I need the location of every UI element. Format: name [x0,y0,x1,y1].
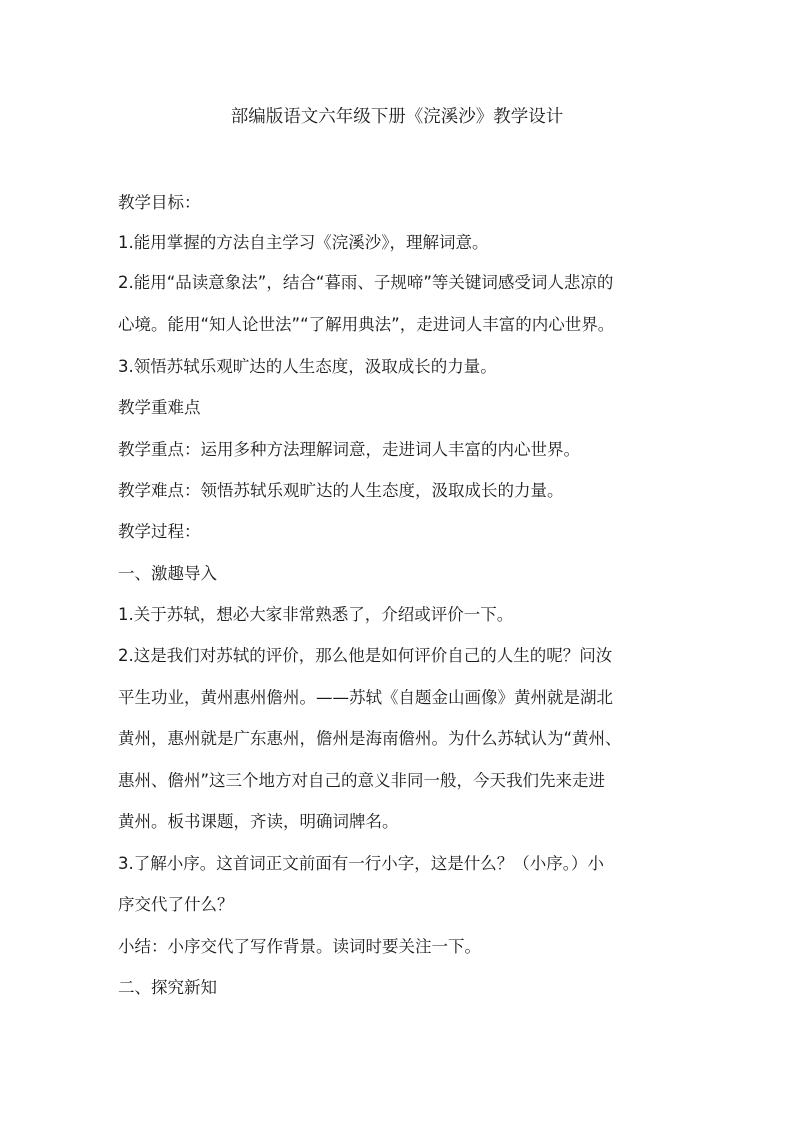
step-heading-intro: 一、激趣导入 [118,564,217,583]
section-heading-objectives: 教学目标： [118,193,201,212]
intro-item-2-line-3: 黄州，惠州就是广东惠州，儋州是海南儋州。为什么苏轼认为“黄州、 [118,729,622,748]
intro-item-3-line-1: 3.了解小序。这首词正文前面有一行小字，这是什么？（小序。）小 [118,854,604,873]
intro-item-1: 1.关于苏轼，想必大家非常熟悉了，介绍或评价一下。 [118,605,514,624]
step-heading-explore: 二、探究新知 [118,978,217,997]
key-point: 教学重点：运用多种方法理解词意，走进词人丰富的内心世界。 [118,440,580,459]
section-heading-key-points: 教学重难点 [118,398,201,417]
intro-summary: 小结：小序交代了写作背景。读词时要关注一下。 [118,937,481,956]
document-title: 部编版语文六年级下册《浣溪沙》教学设计 [230,107,564,127]
objective-2-line-1: 2.能用“品读意象法”，结合“暮雨、子规啼”等关键词感受词人悲凉的 [118,273,614,292]
intro-item-2-line-2: 平生功业，黄州惠州儋州。——苏轼《自题金山画像》黄州就是湖北 [118,688,613,707]
objective-1: 1.能用掌握的方法自主学习《浣溪沙》，理解词意。 [118,233,489,252]
objective-3: 3.领悟苏轼乐观旷达的人生态度，汲取成长的力量。 [118,357,497,376]
intro-item-2-line-4: 惠州、儋州”这三个地方对自己的意义非同一般，今天我们先来走进 [118,771,606,790]
intro-item-2-line-5: 黄州。板书课题，齐读，明确词牌名。 [118,812,399,831]
difficult-point: 教学难点：领悟苏轼乐观旷达的人生态度，汲取成长的力量。 [118,481,564,500]
objective-2-line-2: 心境。能用“知人论世法”“了解用典法”，走进词人丰富的内心世界。 [118,315,615,334]
intro-item-3-line-2: 序交代了什么？ [118,895,234,914]
intro-item-2-line-1: 2.这是我们对苏轼的评价，那么他是如何评价自己的人生的呢？问汝 [118,646,613,665]
section-heading-process: 教学过程： [118,522,201,541]
